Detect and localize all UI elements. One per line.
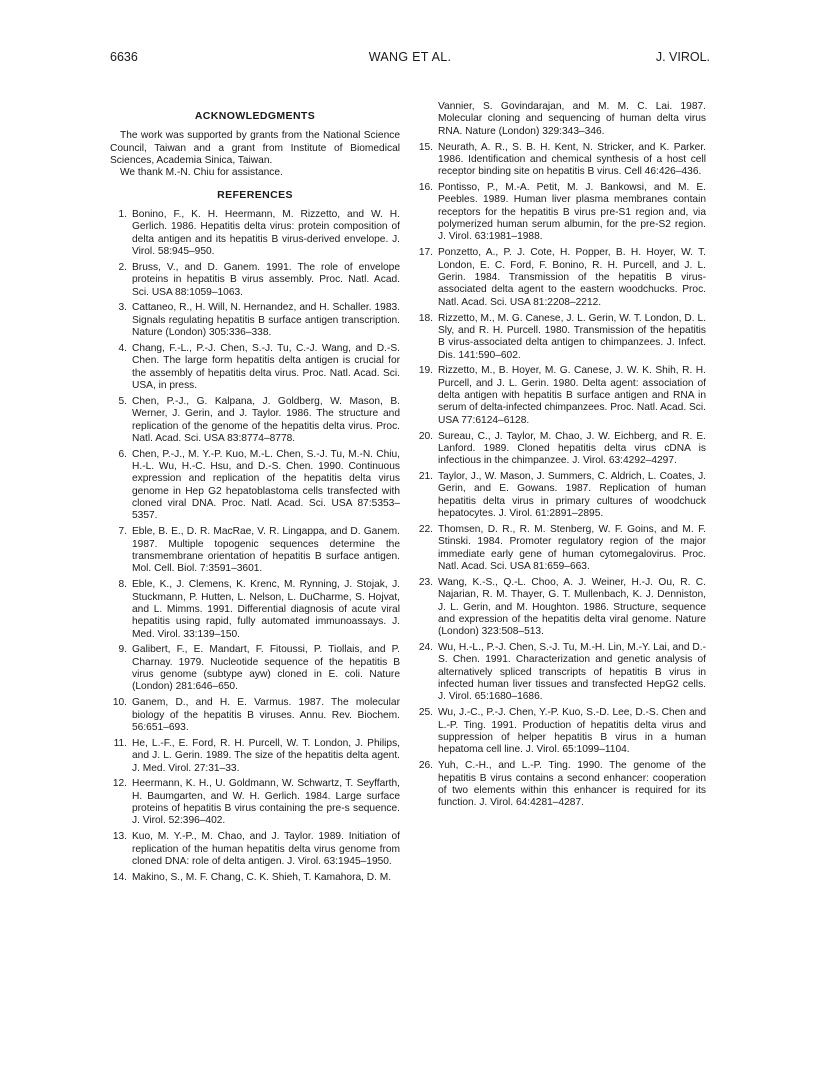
reference-item [110, 644, 400, 693]
reference-number: 15. [418, 141, 433, 153]
reference-item [110, 738, 400, 775]
reference-number: 17. [418, 247, 433, 259]
reference-text: Bonino, F., K. H. Heermann, M. Rizzetto, and W. H. Gerlich. 1986. Hepatitis delta virus: protein composition of delta antigen and its hepatitis B virus-derived envelope. J. Virol. 58:945–950. [132, 209, 400, 258]
reference-number: 8. [118, 579, 127, 591]
reference-text: Pontisso, P., M.-A. Petit, M. J. Bankowsi, and M. E. Peebles. 1989. Human liver plasma membranes contain receptors for the hepatitis B virus pre-S1 region and, via polymerized human serum albumin, for the pre-S2 region. J. Virol. 63:1981–1988. [438, 182, 706, 243]
reference-item [416, 142, 706, 179]
reference-text: Galibert, F., E. Mandart, F. Fitoussi, P. Tiollais, and P. Charnay. 1979. Nucleotide sequence of the hepatitis B virus genome (subtype ayw) cloned in E. coli. Nature (London) 281:646–650. [132, 644, 400, 693]
left-column [110, 110, 400, 888]
reference-item [416, 707, 706, 756]
reference-text: Thomsen, D. R., R. M. Stenberg, W. F. Goins, and M. F. Stinski. 1984. Promoter regulatory region of the major immediate early gene of human cytomegalovirus. Proc. Natl. Acad. Sci. USA 81:659–663. [438, 524, 706, 573]
reference-number: 1. [118, 209, 127, 221]
reference-text: Cattaneo, R., H. Will, N. Hernandez, and H. Schaller. 1983. Signals regulating hepatitis B surface antigen transcription. Nature (London) 305:336–338. [132, 302, 400, 339]
journal-name: J. VIROL. [655, 50, 710, 64]
reference-item [110, 209, 400, 258]
reference-text: Taylor, J., W. Mason, J. Summers, C. Aldrich, L. Coates, J. Gerin, and E. Gowans. 1987. Replication of human hepatitis delta virus in primary cultures of woodchuck hepatocytes. J. Virol. 61:2891–2895. [438, 471, 706, 520]
reference-item [416, 524, 706, 573]
reference-number: 9. [118, 644, 127, 656]
reference-item [416, 471, 706, 520]
reference-text: Wu, H.-L., P.-J. Chen, S.-J. Tu, M.-H. Lin, M.-Y. Lai, and D.-S. Chen. 1991. Characterization and genetic analysis of alternatively spliced transcripts of hepatitis B virus in infected human liver tissues and transfected HepG2 cells. J. Virol. 65:1680–1686. [438, 642, 706, 703]
page-number: 6636 [110, 50, 138, 64]
references-heading: REFERENCES [217, 188, 293, 201]
running-authors: WANG ET AL. [368, 50, 452, 64]
reference-text: He, L.-F., E. Ford, R. H. Purcell, W. T. London, J. Philips, and J. L. Gerin. 1989. The size of the hepatitis delta agent. J. Med. Virol. 27:31–33. [132, 737, 400, 774]
reference-text: Heermann, K. H., U. Goldmann, W. Schwartz, T. Seyffarth, H. Baumgarten, and W. H. Gerlich. 1984. Large surface proteins of hepatitis B virus containing the pre-s sequence. J. Virol. 52:396–402. [132, 778, 400, 827]
reference-item [110, 262, 400, 299]
reference-item [110, 778, 400, 827]
reference-item [416, 313, 706, 362]
reference-number: 21. [418, 471, 433, 483]
reference-item [110, 526, 400, 575]
reference-item [416, 431, 706, 468]
reference-item [416, 365, 706, 427]
reference-number: 25. [418, 707, 433, 719]
reference-list-right [416, 142, 706, 810]
reference-number: 20. [418, 430, 433, 442]
acknowledgments-body: The work was supported by grants from the National Science Council, Taiwan and a grant from Institute of Biomedical Sciences, Academia Sinica, Taiwan. [110, 130, 400, 167]
reference-text: Rizzetto, M., M. G. Canese, J. L. Gerin, W. T. London, D. L. Sly, and R. H. Purcell. 1980. Transmission of the hepatitis B virus-associated delta antigen to chimpanzees. J. Infect. Dis. 141:590–602. [438, 312, 706, 361]
reference-number: 3. [118, 302, 127, 314]
reference-item [110, 697, 400, 734]
reference-number: 2. [118, 261, 127, 273]
reference-item [110, 872, 400, 884]
reference-item [416, 247, 706, 309]
reference-text: Neurath, A. R., S. B. H. Kent, N. Stricker, and K. Parker. 1986. Identification and chemical synthesis of a host cell receptor binding site on hepatitis B virus. Cell 46:426–436. [438, 141, 706, 178]
reference-text: Eble, K., J. Clemens, K. Krenc, M. Rynning, J. Stojak, J. Stuckmann, P. Hutten, L. Nelson, L. DuCharme, S. Hojvat, and L. Mimms. 1991. Differential diagnosis of acute viral hepatitis using rapid, fully automated immunoassays. J. Med. Virol. 33:139–150. [132, 579, 400, 640]
reference-number: 11. [113, 737, 127, 749]
reference-item [110, 302, 400, 339]
reference-item [110, 449, 400, 523]
reference-text: Eble, B. E., D. R. MacRae, V. R. Lingappa, and D. Ganem. 1987. Multiple topogenic sequences determine the transmembrane orientation of hepatitis B surface antigen. Mol. Cell. Biol. 7:3591–3601. [132, 526, 400, 575]
reference-text: Bruss, V., and D. Ganem. 1991. The role of envelope proteins in hepatitis B virus assembly. Proc. Natl. Acad. Sci. USA 88:1059–1063. [132, 261, 400, 298]
reference-number: 16. [418, 182, 433, 194]
reference-text: Chen, P.-J., M. Y.-P. Kuo, M.-L. Chen, S.-J. Tu, M.-N. Chiu, H.-L. Wu, H.-C. Hsu, and D.-S. Chen. 1990. Continuous expression and replication of the hepatitis delta virus genome in Hep G2 hepatoblastoma cells transfected with cloned viral DNA. Proc. Natl. Acad. Sci. USA 87:5353–5357. [132, 448, 400, 522]
reference-number: 6. [118, 448, 127, 460]
reference-text: Yuh, C.-H., and L.-P. Ting. 1990. The genome of the hepatitis B virus contains a second enhancer: cooperation of two elements within this enhancer is required for its function. J. Virol. 64:4281–4287. [438, 760, 706, 809]
reference-number: 24. [418, 642, 433, 654]
reference-item [110, 579, 400, 641]
reference-text: Chang, F.-L., P.-J. Chen, S.-J. Tu, C.-J. Wang, and D.-S. Chen. The large form hepatitis delta antigen is crucial for the assembly of hepatitis delta virus. Proc. Natl. Acad. Sci. USA, in press. [132, 343, 400, 392]
reference-text: Makino, S., M. F. Chang, C. K. Shieh, T. Kamahora, D. M. [132, 871, 392, 883]
reference-number: 10. [112, 697, 127, 709]
reference-number: 22. [418, 524, 433, 535]
reference-item [416, 182, 706, 244]
reference-number: 13. [112, 831, 127, 843]
reference-number: 4. [118, 343, 127, 354]
reference-number: 12. [112, 778, 127, 790]
reference-number: 19. [418, 365, 433, 377]
reference-continuation: Vannier, S. Govindarajan, and M. M. C. Lai. 1987. Molecular cloning and sequencing of human delta virus RNA. Nature (London) 329:343–346. [438, 101, 706, 137]
acknowledgments-heading: ACKNOWLEDGMENTS [194, 110, 316, 122]
reference-number: 23. [418, 576, 433, 588]
reference-item [110, 343, 400, 392]
page-header [110, 50, 710, 68]
reference-item [110, 396, 400, 445]
reference-number: 14. [112, 871, 127, 883]
reference-text: Ganem, D., and H. E. Varmus. 1987. The molecular biology of the hepatitis B viruses. Annu. Rev. Biochem. 56:651–693. [132, 697, 400, 733]
reference-item [110, 831, 400, 868]
reference-text: Sureau, C., J. Taylor, M. Chao, J. W. Eichberg, and R. E. Lanford. 1989. Cloned hepatitis delta virus cDNA is infectious in the chimpanzee. J. Virol. 63:4292–4297. [438, 430, 706, 467]
reference-item [416, 642, 706, 704]
reference-text: Kuo, M. Y.-P., M. Chao, and J. Taylor. 1989. Initiation of replication of the human hepatitis delta virus genome from cloned DNA: role of delta antigen. J. Virol. 63:1945–1950. [132, 831, 400, 867]
reference-item [416, 577, 706, 639]
reference-number: 5. [118, 395, 127, 407]
reference-text: Rizzetto, M., B. Hoyer, M. G. Canese, J. W. K. Shih, R. H. Purcell, and J. L. Gerin. 1980. Delta agent: association of delta antigen with hepatitis B surface antigen and RNA in serum of delta-infected chimpanzees. Proc. Natl. Acad. Sci. USA 77:6124–6128. [438, 365, 706, 426]
reference-list-left [110, 209, 400, 884]
reference-number: 18. [418, 312, 433, 324]
reference-number: 7. [118, 526, 127, 538]
reference-text: Ponzetto, A., P. J. Cote, H. Popper, B. H. Hoyer, W. T. London, E. C. Ford, F. Bonino, R. H. Purcell, and J. L. Gerin. 1984. Transmission of the hepatitis B virus-associated delta agent to the eastern woodchucks. Proc. Natl. Acad. Sci. USA 81:2208–2212. [438, 247, 706, 308]
reference-number: 26. [418, 760, 433, 772]
reference-text: Wang, K.-S., Q.-L. Choo, A. J. Weiner, H.-J. Ou, R. C. Najarian, R. M. Thayer, G. T. Mullenbach, K. J. Denniston, J. L. Gerin, and M. Houghton. 1986. Structure, sequence and expression of the hepatitis delta viral genome. Nature (London) 323:508–513. [438, 576, 706, 638]
reference-text: Wu, J.-C., P.-J. Chen, Y.-P. Kuo, S.-D. Lee, D.-S. Chen and L.-P. Ting. 1991. Production of hepatitis delta virus and suppression of helper hepatitis B virus in a human hepatoma cell line. J. Virol. 65:1099–1104. [438, 707, 706, 756]
reference-item [416, 760, 706, 809]
reference-text: Chen, P.-J., G. Kalpana, J. Goldberg, W. Mason, B. Werner, J. Gerin, and J. Taylor. 1986. The structure and replication of the genome of the hepatitis delta virus. Proc. Natl. Acad. Sci. USA 83:8774–8778. [132, 395, 400, 444]
acknowledgments-thanks: We thank M.-N. Chiu for assistance. [120, 167, 283, 179]
right-column [416, 101, 706, 813]
